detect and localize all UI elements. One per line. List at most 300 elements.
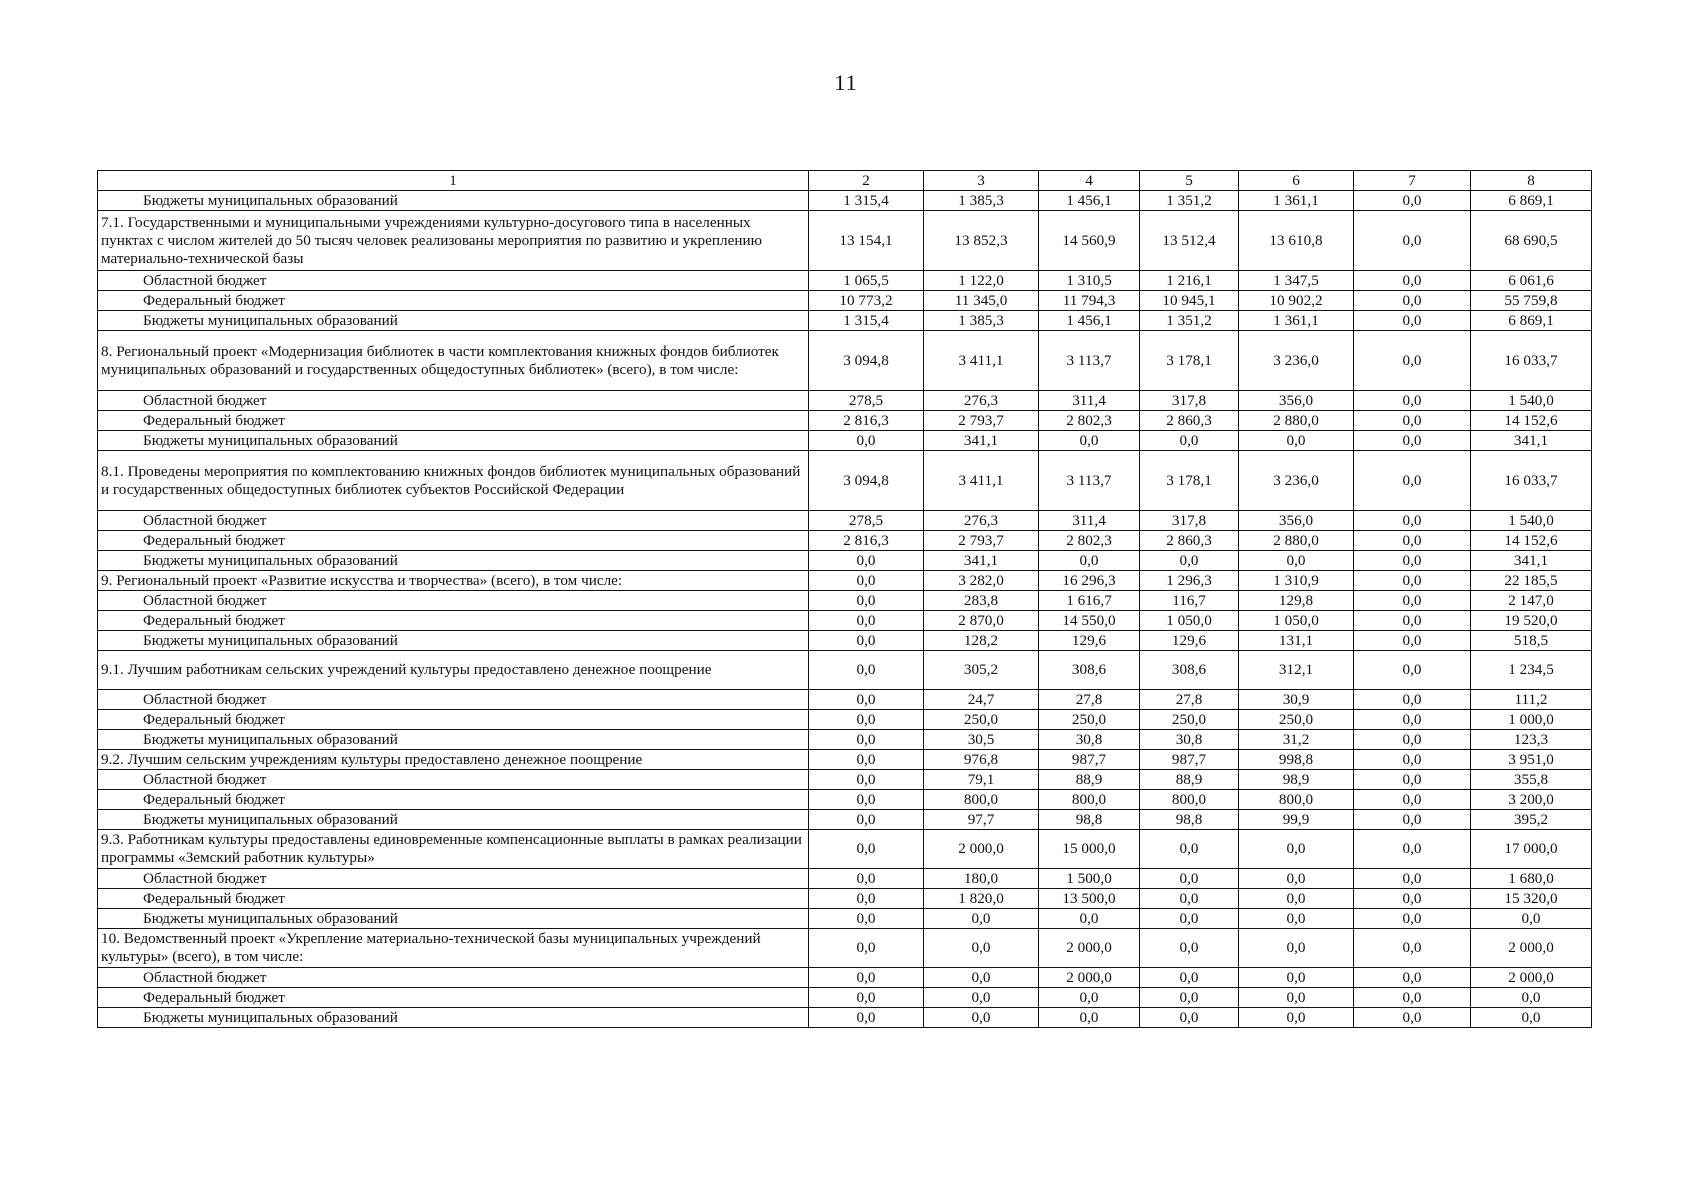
value-cell: 0,0 (1140, 431, 1239, 451)
value-cell: 13 610,8 (1239, 211, 1354, 271)
value-cell: 0,0 (1354, 869, 1471, 889)
value-cell: 3 113,7 (1039, 451, 1140, 511)
value-cell: 0,0 (1354, 311, 1471, 331)
row-label: Федеральный бюджет (98, 411, 809, 431)
value-cell: 0,0 (1354, 451, 1471, 511)
row-label: Бюджеты муниципальных образований (98, 551, 809, 571)
row-label: Бюджеты муниципальных образований (98, 810, 809, 830)
value-cell: 0,0 (809, 571, 924, 591)
value-cell: 0,0 (1354, 191, 1471, 211)
row-label: Областной бюджет (98, 770, 809, 790)
table-header-row (98, 171, 1592, 191)
value-cell: 278,5 (809, 391, 924, 411)
header-cell: 1 (98, 171, 809, 191)
value-cell: 0,0 (1354, 889, 1471, 909)
value-cell: 0,0 (1354, 211, 1471, 271)
value-cell: 1 680,0 (1471, 869, 1592, 889)
value-cell: 30,5 (924, 730, 1039, 750)
value-cell: 0,0 (1354, 271, 1471, 291)
value-cell: 0,0 (1354, 710, 1471, 730)
value-cell: 0,0 (1239, 1008, 1354, 1028)
value-cell: 3 282,0 (924, 571, 1039, 591)
value-cell: 97,7 (924, 810, 1039, 830)
row-label: Федеральный бюджет (98, 889, 809, 909)
value-cell: 0,0 (1471, 909, 1592, 929)
value-cell: 800,0 (1239, 790, 1354, 810)
value-cell: 0,0 (1354, 968, 1471, 988)
value-cell: 0,0 (1471, 988, 1592, 1008)
value-cell: 0,0 (1239, 431, 1354, 451)
value-cell: 0,0 (809, 690, 924, 710)
value-cell: 14 152,6 (1471, 531, 1592, 551)
value-cell: 395,2 (1471, 810, 1592, 830)
header-cell: 5 (1140, 171, 1239, 191)
value-cell: 6 869,1 (1471, 191, 1592, 211)
value-cell: 0,0 (1140, 1008, 1239, 1028)
value-cell: 30,8 (1039, 730, 1140, 750)
row-label: Бюджеты муниципальных образований (98, 1008, 809, 1028)
value-cell: 0,0 (1354, 730, 1471, 750)
value-cell: 0,0 (809, 611, 924, 631)
row-label: Бюджеты муниципальных образований (98, 191, 809, 211)
value-cell: 27,8 (1140, 690, 1239, 710)
value-cell: 6 061,6 (1471, 271, 1592, 291)
header-cell: 4 (1039, 171, 1140, 191)
budget-source-row (98, 291, 1592, 311)
value-cell: 2 147,0 (1471, 591, 1592, 611)
value-cell: 0,0 (1239, 968, 1354, 988)
value-cell: 129,6 (1140, 631, 1239, 651)
value-cell: 305,2 (924, 651, 1039, 690)
row-label: Федеральный бюджет (98, 291, 809, 311)
value-cell: 0,0 (809, 631, 924, 651)
value-cell: 0,0 (924, 909, 1039, 929)
value-cell: 13 852,3 (924, 211, 1039, 271)
row-label: Областной бюджет (98, 391, 809, 411)
value-cell: 3 178,1 (1140, 451, 1239, 511)
value-cell: 0,0 (1354, 391, 1471, 411)
value-cell: 0,0 (1039, 551, 1140, 571)
value-cell: 356,0 (1239, 391, 1354, 411)
value-cell: 0,0 (1239, 889, 1354, 909)
value-cell: 0,0 (1354, 1008, 1471, 1028)
value-cell: 0,0 (809, 1008, 924, 1028)
value-cell: 0,0 (1354, 291, 1471, 311)
value-cell: 1 000,0 (1471, 710, 1592, 730)
value-cell: 341,1 (924, 431, 1039, 451)
value-cell: 1 315,4 (809, 311, 924, 331)
budget-source-row (98, 431, 1592, 451)
value-cell: 98,8 (1039, 810, 1140, 830)
value-cell: 16 033,7 (1471, 331, 1592, 391)
value-cell: 2 816,3 (809, 411, 924, 431)
value-cell: 0,0 (1354, 611, 1471, 631)
budget-source-row (98, 869, 1592, 889)
budget-source-row (98, 790, 1592, 810)
value-cell: 356,0 (1239, 511, 1354, 531)
value-cell: 0,0 (1239, 551, 1354, 571)
value-cell: 0,0 (1140, 889, 1239, 909)
row-label: 7.1. Государственными и муниципальными учреждениями культурно-досугового типа в населенных пунктах с числом жителей до 50 тысяч человек реализованы мероприятия по развитию и укреплению материально-технической базы (98, 211, 809, 271)
value-cell: 987,7 (1039, 750, 1140, 770)
value-cell: 19 520,0 (1471, 611, 1592, 631)
value-cell: 1 347,5 (1239, 271, 1354, 291)
value-cell: 0,0 (1471, 1008, 1592, 1028)
header-cell: 2 (809, 171, 924, 191)
value-cell: 0,0 (1140, 968, 1239, 988)
value-cell: 1 234,5 (1471, 651, 1592, 690)
row-label: Бюджеты муниципальных образований (98, 431, 809, 451)
value-cell: 1 540,0 (1471, 391, 1592, 411)
budget-source-row (98, 730, 1592, 750)
budget-source-row (98, 391, 1592, 411)
value-cell: 0,0 (809, 929, 924, 968)
row-label: 9.3. Работникам культуры предоставлены единовременные компенсационные выплаты в рамках реализации программы «Земский работник культуры» (98, 830, 809, 869)
value-cell: 10 945,1 (1140, 291, 1239, 311)
row-label: 10. Ведомственный проект «Укрепление материально-технической базы муниципальных учреждений культуры» (всего), в том числе: (98, 929, 809, 968)
budget-source-row (98, 191, 1592, 211)
budget-table (97, 170, 1592, 1028)
budget-source-row (98, 531, 1592, 551)
row-label: Областной бюджет (98, 968, 809, 988)
section-row (98, 651, 1592, 690)
value-cell: 308,6 (1039, 651, 1140, 690)
value-cell: 1 361,1 (1239, 191, 1354, 211)
section-row (98, 929, 1592, 968)
value-cell: 250,0 (1039, 710, 1140, 730)
value-cell: 0,0 (809, 750, 924, 770)
value-cell: 0,0 (809, 988, 924, 1008)
value-cell: 1 351,2 (1140, 311, 1239, 331)
value-cell: 1 351,2 (1140, 191, 1239, 211)
value-cell: 0,0 (1354, 790, 1471, 810)
budget-source-row (98, 311, 1592, 331)
value-cell: 0,0 (1354, 750, 1471, 770)
value-cell: 2 816,3 (809, 531, 924, 551)
row-label: 8. Региональный проект «Модернизация библиотек в части комплектования книжных фондов библиотек муниципальных образований и государственных общедоступных библиотек» (всего), в том числе: (98, 331, 809, 391)
value-cell: 0,0 (1140, 988, 1239, 1008)
row-label: Федеральный бюджет (98, 790, 809, 810)
section-row (98, 331, 1592, 391)
value-cell: 998,8 (1239, 750, 1354, 770)
value-cell: 250,0 (1140, 710, 1239, 730)
budget-source-row (98, 1008, 1592, 1028)
budget-source-row (98, 710, 1592, 730)
value-cell: 0,0 (1039, 909, 1140, 929)
value-cell: 15 000,0 (1039, 830, 1140, 869)
value-cell: 14 560,9 (1039, 211, 1140, 271)
value-cell: 180,0 (924, 869, 1039, 889)
value-cell: 3 236,0 (1239, 331, 1354, 391)
value-cell: 0,0 (1354, 431, 1471, 451)
header-cell: 8 (1471, 171, 1592, 191)
row-label: Федеральный бюджет (98, 531, 809, 551)
budget-source-row (98, 611, 1592, 631)
value-cell: 0,0 (809, 431, 924, 451)
value-cell: 341,1 (924, 551, 1039, 571)
value-cell: 68 690,5 (1471, 211, 1592, 271)
value-cell: 2 870,0 (924, 611, 1039, 631)
value-cell: 0,0 (1354, 810, 1471, 830)
value-cell: 13 512,4 (1140, 211, 1239, 271)
value-cell: 0,0 (1239, 869, 1354, 889)
value-cell: 311,4 (1039, 391, 1140, 411)
table-body (98, 171, 1592, 1028)
value-cell: 3 094,8 (809, 451, 924, 511)
value-cell: 0,0 (924, 929, 1039, 968)
value-cell: 2 000,0 (924, 830, 1039, 869)
value-cell: 1 310,5 (1039, 271, 1140, 291)
value-cell: 308,6 (1140, 651, 1239, 690)
value-cell: 2 880,0 (1239, 531, 1354, 551)
row-label: Областной бюджет (98, 511, 809, 531)
row-label: Федеральный бюджет (98, 988, 809, 1008)
value-cell: 13 154,1 (809, 211, 924, 271)
value-cell: 0,0 (1140, 869, 1239, 889)
value-cell: 1 296,3 (1140, 571, 1239, 591)
budget-source-row (98, 770, 1592, 790)
value-cell: 1 050,0 (1140, 611, 1239, 631)
budget-source-row (98, 909, 1592, 929)
budget-source-row (98, 810, 1592, 830)
value-cell: 88,9 (1140, 770, 1239, 790)
value-cell: 976,8 (924, 750, 1039, 770)
value-cell: 3 236,0 (1239, 451, 1354, 511)
value-cell: 0,0 (809, 551, 924, 571)
value-cell: 98,9 (1239, 770, 1354, 790)
value-cell: 0,0 (1239, 909, 1354, 929)
value-cell: 99,9 (1239, 810, 1354, 830)
value-cell: 55 759,8 (1471, 291, 1592, 311)
value-cell: 283,8 (924, 591, 1039, 611)
value-cell: 129,6 (1039, 631, 1140, 651)
row-label: Бюджеты муниципальных образований (98, 631, 809, 651)
value-cell: 341,1 (1471, 551, 1592, 571)
header-cell: 7 (1354, 171, 1471, 191)
value-cell: 0,0 (924, 988, 1039, 1008)
value-cell: 0,0 (809, 710, 924, 730)
value-cell: 3 411,1 (924, 331, 1039, 391)
value-cell: 79,1 (924, 770, 1039, 790)
value-cell: 129,8 (1239, 591, 1354, 611)
value-cell: 0,0 (809, 909, 924, 929)
value-cell: 1 361,1 (1239, 311, 1354, 331)
value-cell: 0,0 (1354, 411, 1471, 431)
section-row (98, 750, 1592, 770)
budget-source-row (98, 511, 1592, 531)
value-cell: 2 860,3 (1140, 531, 1239, 551)
value-cell: 1 385,3 (924, 191, 1039, 211)
header-cell: 6 (1239, 171, 1354, 191)
value-cell: 1 216,1 (1140, 271, 1239, 291)
value-cell: 2 000,0 (1039, 929, 1140, 968)
value-cell: 131,1 (1239, 631, 1354, 651)
value-cell: 14 152,6 (1471, 411, 1592, 431)
value-cell: 24,7 (924, 690, 1039, 710)
row-label: Бюджеты муниципальных образований (98, 730, 809, 750)
budget-source-row (98, 889, 1592, 909)
value-cell: 16 033,7 (1471, 451, 1592, 511)
row-label: Федеральный бюджет (98, 611, 809, 631)
budget-source-row (98, 690, 1592, 710)
value-cell: 1 315,4 (809, 191, 924, 211)
budget-source-row (98, 988, 1592, 1008)
value-cell: 98,8 (1140, 810, 1239, 830)
value-cell: 3 094,8 (809, 331, 924, 391)
value-cell: 0,0 (1354, 929, 1471, 968)
value-cell: 0,0 (1140, 929, 1239, 968)
budget-source-row (98, 631, 1592, 651)
row-label: Областной бюджет (98, 690, 809, 710)
value-cell: 3 951,0 (1471, 750, 1592, 770)
header-cell: 3 (924, 171, 1039, 191)
value-cell: 2 793,7 (924, 531, 1039, 551)
budget-source-row (98, 551, 1592, 571)
value-cell: 2 802,3 (1039, 411, 1140, 431)
budget-source-row (98, 591, 1592, 611)
value-cell: 30,8 (1140, 730, 1239, 750)
value-cell: 0,0 (924, 968, 1039, 988)
value-cell: 0,0 (809, 790, 924, 810)
value-cell: 0,0 (809, 591, 924, 611)
value-cell: 0,0 (1354, 909, 1471, 929)
value-cell: 128,2 (924, 631, 1039, 651)
section-row (98, 451, 1592, 511)
value-cell: 0,0 (1354, 331, 1471, 391)
value-cell: 0,0 (1354, 551, 1471, 571)
row-label: 9. Региональный проект «Развитие искусства и творчества» (всего), в том числе: (98, 571, 809, 591)
row-label: 9.1. Лучшим работникам сельских учреждений культуры предоставлено денежное поощрение (98, 651, 809, 690)
value-cell: 276,3 (924, 511, 1039, 531)
value-cell: 3 113,7 (1039, 331, 1140, 391)
value-cell: 111,2 (1471, 690, 1592, 710)
value-cell: 0,0 (1039, 988, 1140, 1008)
value-cell: 10 773,2 (809, 291, 924, 311)
value-cell: 3 200,0 (1471, 790, 1592, 810)
value-cell: 355,8 (1471, 770, 1592, 790)
budget-source-row (98, 411, 1592, 431)
value-cell: 0,0 (809, 830, 924, 869)
value-cell: 0,0 (1354, 531, 1471, 551)
budget-source-row (98, 968, 1592, 988)
row-label: 8.1. Проведены мероприятия по комплектованию книжных фондов библиотек муниципальных образований и государственных общедоступных библиотек субъектов Российской Федерации (98, 451, 809, 511)
value-cell: 311,4 (1039, 511, 1140, 531)
value-cell: 800,0 (1039, 790, 1140, 810)
value-cell: 0,0 (1140, 830, 1239, 869)
value-cell: 11 794,3 (1039, 291, 1140, 311)
value-cell: 27,8 (1039, 690, 1140, 710)
row-label: Бюджеты муниципальных образований (98, 909, 809, 929)
value-cell: 2 000,0 (1471, 968, 1592, 988)
value-cell: 30,9 (1239, 690, 1354, 710)
section-row (98, 830, 1592, 869)
value-cell: 250,0 (924, 710, 1039, 730)
value-cell: 1 500,0 (1039, 869, 1140, 889)
value-cell: 1 065,5 (809, 271, 924, 291)
value-cell: 2 860,3 (1140, 411, 1239, 431)
row-label: 9.2. Лучшим сельским учреждениям культуры предоставлено денежное поощрение (98, 750, 809, 770)
value-cell: 0,0 (1354, 651, 1471, 690)
page-number: 11 (834, 70, 858, 95)
value-cell: 2 000,0 (1039, 968, 1140, 988)
value-cell: 22 185,5 (1471, 571, 1592, 591)
value-cell: 0,0 (1354, 770, 1471, 790)
value-cell: 800,0 (924, 790, 1039, 810)
value-cell: 0,0 (1239, 830, 1354, 869)
value-cell: 1 456,1 (1039, 311, 1140, 331)
value-cell: 3 178,1 (1140, 331, 1239, 391)
value-cell: 3 411,1 (924, 451, 1039, 511)
value-cell: 0,0 (1039, 1008, 1140, 1028)
value-cell: 0,0 (1354, 690, 1471, 710)
value-cell: 518,5 (1471, 631, 1592, 651)
row-label: Областной бюджет (98, 591, 809, 611)
value-cell: 1 050,0 (1239, 611, 1354, 631)
value-cell: 14 550,0 (1039, 611, 1140, 631)
value-cell: 6 869,1 (1471, 311, 1592, 331)
section-row (98, 211, 1592, 271)
value-cell: 116,7 (1140, 591, 1239, 611)
value-cell: 2 793,7 (924, 411, 1039, 431)
value-cell: 0,0 (809, 730, 924, 750)
row-label: Федеральный бюджет (98, 710, 809, 730)
value-cell: 278,5 (809, 511, 924, 531)
value-cell: 16 296,3 (1039, 571, 1140, 591)
value-cell: 1 310,9 (1239, 571, 1354, 591)
value-cell: 0,0 (1140, 551, 1239, 571)
value-cell: 1 385,3 (924, 311, 1039, 331)
value-cell: 2 802,3 (1039, 531, 1140, 551)
value-cell: 0,0 (809, 889, 924, 909)
value-cell: 250,0 (1239, 710, 1354, 730)
value-cell: 1 616,7 (1039, 591, 1140, 611)
value-cell: 1 122,0 (924, 271, 1039, 291)
value-cell: 0,0 (1239, 929, 1354, 968)
value-cell: 0,0 (924, 1008, 1039, 1028)
value-cell: 10 902,2 (1239, 291, 1354, 311)
value-cell: 317,8 (1140, 511, 1239, 531)
value-cell: 1 456,1 (1039, 191, 1140, 211)
value-cell: 123,3 (1471, 730, 1592, 750)
value-cell: 13 500,0 (1039, 889, 1140, 909)
value-cell: 0,0 (1354, 571, 1471, 591)
value-cell: 2 000,0 (1471, 929, 1592, 968)
section-row (98, 571, 1592, 591)
row-label: Областной бюджет (98, 271, 809, 291)
value-cell: 15 320,0 (1471, 889, 1592, 909)
value-cell: 1 540,0 (1471, 511, 1592, 531)
value-cell: 341,1 (1471, 431, 1592, 451)
value-cell: 0,0 (1039, 431, 1140, 451)
value-cell: 276,3 (924, 391, 1039, 411)
value-cell: 0,0 (1354, 511, 1471, 531)
row-label: Областной бюджет (98, 869, 809, 889)
value-cell: 17 000,0 (1471, 830, 1592, 869)
value-cell: 987,7 (1140, 750, 1239, 770)
value-cell: 317,8 (1140, 391, 1239, 411)
value-cell: 11 345,0 (924, 291, 1039, 311)
value-cell: 0,0 (809, 770, 924, 790)
value-cell: 0,0 (809, 968, 924, 988)
value-cell: 0,0 (809, 810, 924, 830)
value-cell: 0,0 (1354, 591, 1471, 611)
value-cell: 0,0 (809, 869, 924, 889)
value-cell: 2 880,0 (1239, 411, 1354, 431)
value-cell: 0,0 (809, 651, 924, 690)
value-cell: 0,0 (1140, 909, 1239, 929)
row-label: Бюджеты муниципальных образований (98, 311, 809, 331)
value-cell: 0,0 (1354, 988, 1471, 1008)
